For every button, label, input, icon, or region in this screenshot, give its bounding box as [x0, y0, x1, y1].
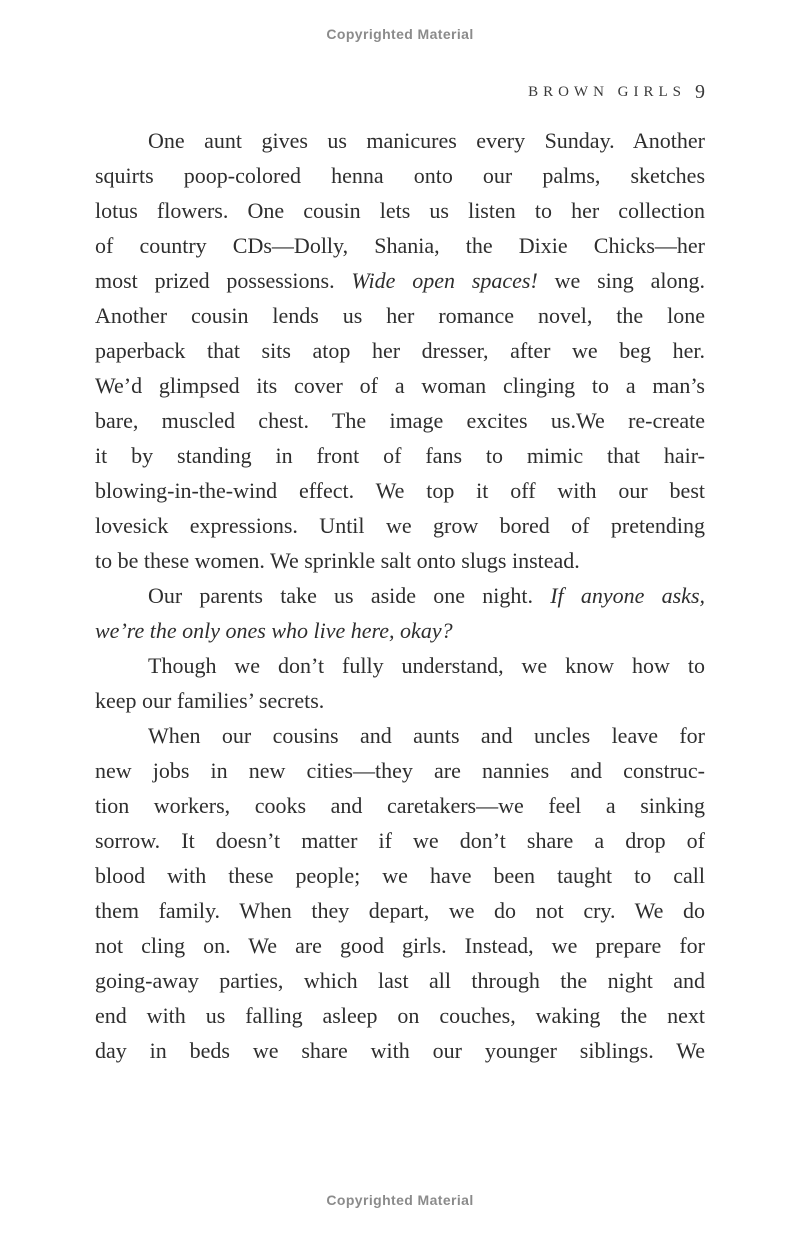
copyright-notice-top: Copyrighted Material [326, 26, 474, 42]
text-line [95, 438, 705, 473]
text-segment: to be these women. We sprinkle salt onto slugs instead. [95, 548, 580, 573]
text-line [95, 473, 705, 508]
text-line [95, 998, 705, 1033]
text-line [95, 263, 705, 298]
text-line [95, 508, 705, 543]
text-line [95, 823, 705, 858]
text-segment: tion workers, cooks and caretakers—we feel a sinking [95, 793, 705, 818]
text-segment: Another cousin lends us her romance novel, the lone [95, 303, 705, 328]
text-line [95, 228, 705, 263]
text-line [95, 158, 705, 193]
running-header [528, 79, 705, 102]
text-line [95, 788, 705, 823]
copyright-notice-bottom: Copyrighted Material [326, 1192, 474, 1208]
text-line [95, 368, 705, 403]
page-number: 9 [695, 81, 705, 103]
text-line [95, 683, 705, 718]
text-line [95, 613, 705, 648]
text-line [95, 123, 705, 158]
text-segment: most prized possessions. [95, 268, 352, 293]
text-line [95, 298, 705, 333]
text-segment: When our cousins and aunts and uncles leave for [148, 723, 705, 748]
text-segment: of country CDs—Dolly, Shania, the Dixie Chicks—her [95, 233, 705, 258]
text-segment: keep our families’ secrets. [95, 688, 325, 713]
text-segment: not cling on. We are good girls. Instead, we prepare for [95, 933, 705, 958]
text-segment: One aunt gives us manicures every Sunday. Another [148, 128, 705, 153]
text-segment: bare, muscled chest. The image excites us.We re-create [95, 408, 705, 433]
text-line [95, 578, 705, 613]
text-line [95, 333, 705, 368]
body-text [95, 123, 705, 1068]
text-segment: new jobs in new cities—they are nannies and construc- [95, 758, 705, 783]
text-segment: we sing along. [537, 268, 705, 293]
text-line [95, 753, 705, 788]
text-line [95, 963, 705, 998]
text-segment: Though we don’t fully understand, we know how to [148, 653, 705, 678]
text-segment: blood with these people; we have been taught to call [95, 863, 705, 888]
text-segment: squirts poop-colored henna onto our palms, sketches [95, 163, 705, 188]
text-line [95, 893, 705, 928]
text-segment: sorrow. It doesn’t matter if we don’t share a drop of [95, 828, 705, 853]
text-line [95, 403, 705, 438]
text-line [95, 928, 705, 963]
text-segment: blowing-in-the-wind effect. We top it off with our best [95, 478, 705, 503]
text-segment: lovesick expressions. Until we grow bored of pretending [95, 513, 705, 538]
italic-text-segment: Wide open spaces! [351, 268, 538, 293]
italic-text-segment: If anyone asks, [550, 583, 706, 608]
text-segment: Our parents take us aside one night. [148, 583, 551, 608]
text-segment: We’d glimpsed its cover of a woman clinging to a man’s [95, 373, 705, 398]
text-line [95, 718, 705, 753]
text-segment: lotus flowers. One cousin lets us listen to her collection [95, 198, 705, 223]
text-segment: going-away parties, which last all through the night and [95, 968, 705, 993]
text-segment: it by standing in front of fans to mimic that hair- [95, 443, 705, 468]
text-segment: day in beds we share with our younger siblings. We [95, 1038, 705, 1063]
text-line [95, 543, 705, 578]
text-segment: paperback that sits atop her dresser, after we beg her. [95, 338, 705, 363]
text-segment: them family. When they depart, we do not cry. We do [95, 898, 705, 923]
running-header-title: BROWN GIRLS [528, 84, 686, 100]
text-line [95, 648, 705, 683]
text-segment: end with us falling asleep on couches, waking the next [95, 1003, 705, 1028]
text-line [95, 858, 705, 893]
italic-text-segment: we’re the only ones who live here, okay? [95, 618, 453, 643]
text-line [95, 193, 705, 228]
text-line [95, 1033, 705, 1068]
